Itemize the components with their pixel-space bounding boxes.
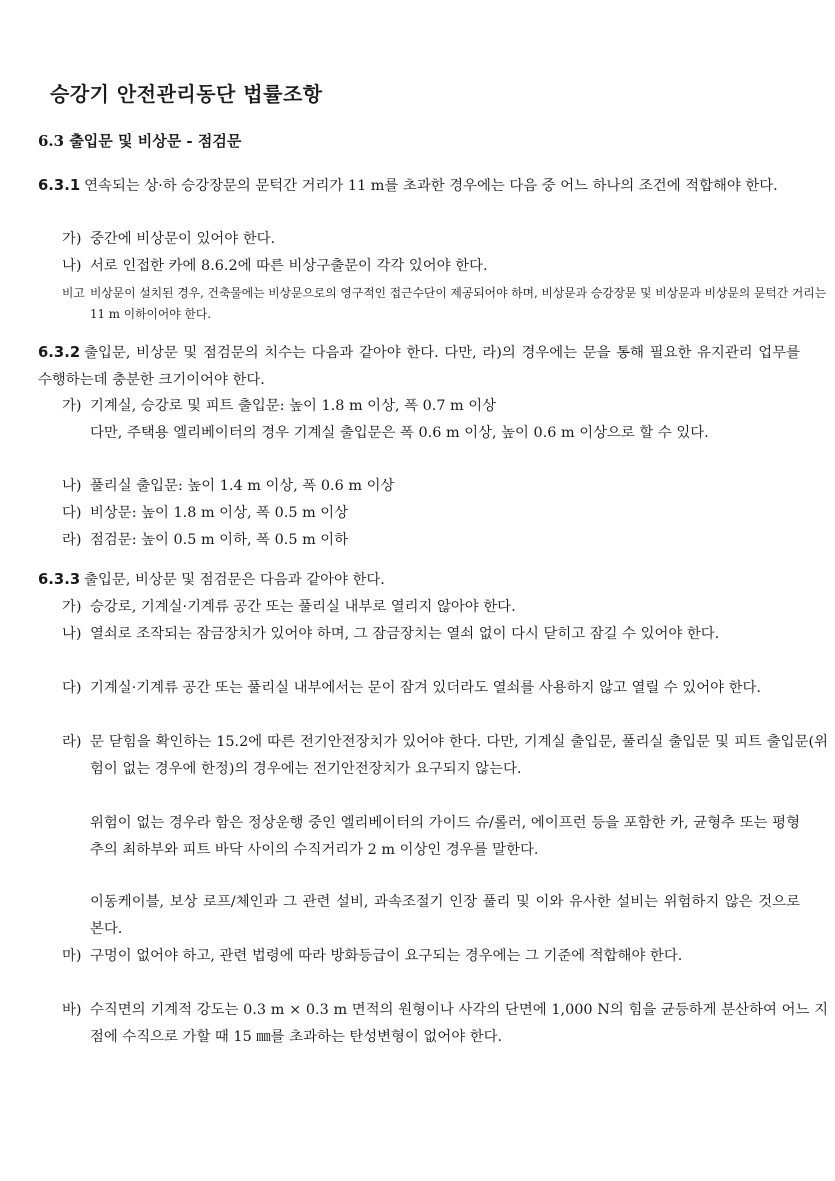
note-text: 비상문이 설치된 경우, 건축물에는 비상문으로의 영구적인 접근수단이 제공되어야 하며, 비상문과 승강장문 및 비상문과 비상문의 문턱간 거리는 11 m 이하이어야 한다. [90, 286, 827, 321]
clause-text: 출입문, 비상문 및 점검문의 치수는 다음과 같아야 한다. 다만, 라)의 경우에는 문을 통해 필요한 유지관리 업무를 수행하는데 충분한 크기이어야 한다. [38, 345, 800, 388]
clause-number: 6.3.2 [38, 344, 81, 361]
list-item [62, 473, 828, 500]
list-marker: 나) [62, 478, 82, 494]
list-item [62, 594, 828, 621]
list-item-text: 풀리실 출입문: 높이 1.4 m 이상, 폭 0.6 m 이상 [90, 478, 395, 494]
page-title: 승강기 안전관리동단 법률조항 [50, 82, 323, 106]
list-marker: 가) [62, 231, 82, 247]
list-marker: 가) [62, 599, 82, 615]
list-item [62, 729, 828, 782]
list-item-continuation: 다만, 주택용 엘리베이터의 경우 기계실 출입문은 폭 0.6 m 이상, 높이 0.6 m 이상으로 할 수 있다. [90, 425, 709, 441]
list-item-text: 열쇠로 조작되는 잠금장치가 있어야 하며, 그 잠금장치는 열쇠 없이 다시 닫히고 잠길 수 있어야 한다. [90, 626, 720, 642]
list-item-text: 비상문: 높이 1.8 m 이상, 폭 0.5 m 이상 [90, 505, 349, 521]
list-item [62, 675, 828, 702]
list-item [62, 393, 828, 420]
list-item [62, 943, 828, 970]
list-marker: 가) [62, 398, 82, 414]
list-item-text: 문 닫힘을 확인하는 15.2에 따른 전기안전장치가 있어야 한다. 다만, 기계실 출입문, 풀리실 출입문 및 피트 출입문(위험이 없는 경우에 한정)의 경우에는 전기안전장치가 요구되지 않는다. [90, 734, 828, 777]
list-marker: 마) [62, 948, 82, 964]
list-item [62, 621, 828, 648]
clause-paragraph [38, 340, 800, 393]
clause-number: 6.3.3 [38, 571, 81, 588]
note [62, 283, 828, 325]
list-item-text: 기계실·기계류 공간 또는 풀리실 내부에서는 문이 잠겨 있더라도 열쇠를 사용하지 않고 열릴 수 있어야 한다. [90, 680, 761, 696]
list-marker: 나) [62, 626, 82, 642]
list-marker: 라) [62, 734, 82, 750]
list-item-text: 서로 인접한 카에 8.6.2에 따른 비상구출문이 각각 있어야 한다. [90, 258, 488, 274]
note-label: 비고 [62, 286, 85, 300]
clause-paragraph [38, 173, 800, 200]
section-heading: 6.3 출입문 및 비상문 - 점검문 [38, 132, 242, 150]
list-item [62, 997, 828, 1050]
list-item-continuation: 위험이 없는 경우라 함은 정상운행 중인 엘리베이터의 가이드 슈/롤러, 에이프런 등을 포함한 카, 균형추 또는 평형추의 최하부와 피트 바닥 사이의 수직거리가 2 m 이상인 경우를 말한다. [90, 815, 800, 858]
list-marker: 라) [62, 532, 82, 548]
list-item [62, 226, 828, 253]
list-item [62, 527, 828, 554]
clause-text: 연속되는 상·하 승강장문의 문턱간 거리가 11 m를 초과한 경우에는 다음 중 어느 하나의 조건에 적합해야 한다. [84, 178, 778, 194]
list-item [62, 253, 828, 280]
list-item-text: 중간에 비상문이 있어야 한다. [90, 231, 276, 247]
list-item [62, 500, 828, 527]
clause-text: 출입문, 비상문 및 점검문은 다음과 같아야 한다. [84, 572, 385, 588]
list-marker: 바) [62, 1002, 82, 1018]
list-item-continuation: 이동케이블, 보상 로프/체인과 그 관련 설비, 과속조절기 인장 풀리 및 이와 유사한 설비는 위험하지 않은 것으로 본다. [90, 894, 800, 937]
list-item-text: 구멍이 없어야 하고, 관련 법령에 따라 방화등급이 요구되는 경우에는 그 기준에 적합해야 한다. [90, 948, 683, 964]
clause-paragraph [38, 567, 800, 594]
list-marker: 다) [62, 680, 82, 696]
list-marker: 다) [62, 505, 82, 521]
list-item-text: 기계실, 승강로 및 피트 출입문: 높이 1.8 m 이상, 폭 0.7 m 이상 [90, 398, 497, 414]
list-item-text: 점검문: 높이 0.5 m 이하, 폭 0.5 m 이하 [90, 532, 349, 548]
clause-number: 6.3.1 [38, 177, 81, 194]
list-item-text: 수직면의 기계적 강도는 0.3 m × 0.3 m 면적의 원형이나 사각의 단면에 1,000 N의 힘을 균등하게 분산하여 어느 지점에 수직으로 가할 때 15 ㎜를 초과하는 탄성변형이 없어야 한다. [90, 1002, 828, 1045]
list-marker: 나) [62, 258, 82, 274]
list-item-text: 승강로, 기계실·기계류 공간 또는 풀리실 내부로 열리지 않아야 한다. [90, 599, 516, 615]
